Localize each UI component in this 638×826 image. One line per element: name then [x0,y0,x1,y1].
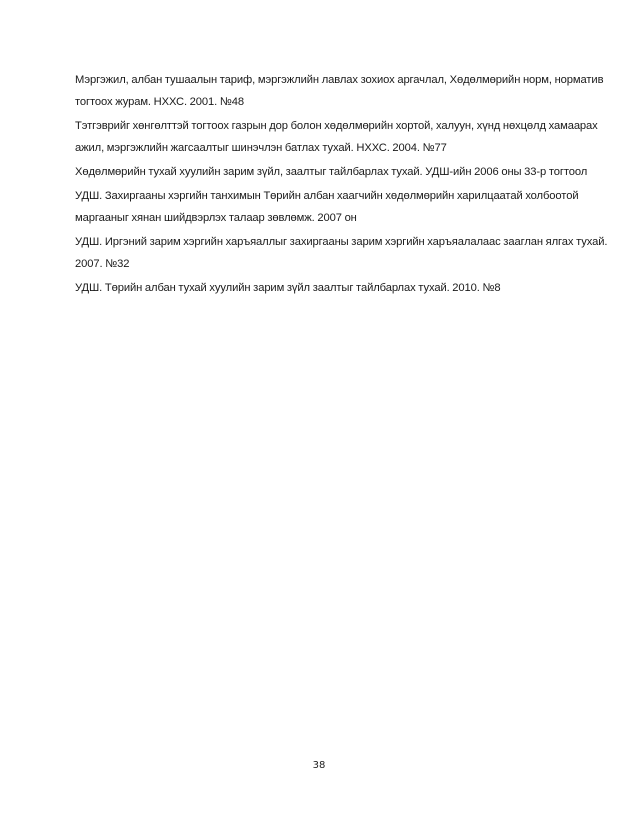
page-number: 38 [312,760,326,771]
reference-item: Хөдөлмөрийн тухай хуулийн зарим зүйл, заалтыг тайлбарлах тухай. УДШ-ийн 2006 оны 33-р тогтоол [75,166,588,178]
reference-item: Мэргэжил, албан тушаалын тариф, мэргэжлийн лавлах зохиох аргачлал, Хөдөлмөрийн норм, норматив тогтоох журам. НХХС. 2001. №48 [75,74,604,108]
reference-item: УДШ. Захиргааны хэргийн танхимын Төрийн албан хаагчийн хөдөлмөрийн харилцаатай холбоотой маргааныг хянан шийдвэрлэх талаар зөвлөмж. 2007 он [75,190,579,224]
reference-item: Тэтгэврийг хөнгөлттэй тогтоох газрын дор болон хөдөлмөрийн хортой, халуун, хүнд нөхцөлд хамаарах ажил, мэргэжлийн жагсаалтыг шинэчлэн батлах тухай. НХХС. 2004. №77 [75,120,598,154]
reference-item: УДШ. Иргэний зарим хэргийн харъяаллыг захиргааны зарим хэргийн харъяалалаас зааглан ялгах тухай. 2007. №32 [75,236,608,270]
reference-item: УДШ. Төрийн албан тухай хуулийн зарим зүйл заалтыг тайлбарлах тухай. 2010. №8 [75,282,501,294]
reference-list [75,69,610,301]
